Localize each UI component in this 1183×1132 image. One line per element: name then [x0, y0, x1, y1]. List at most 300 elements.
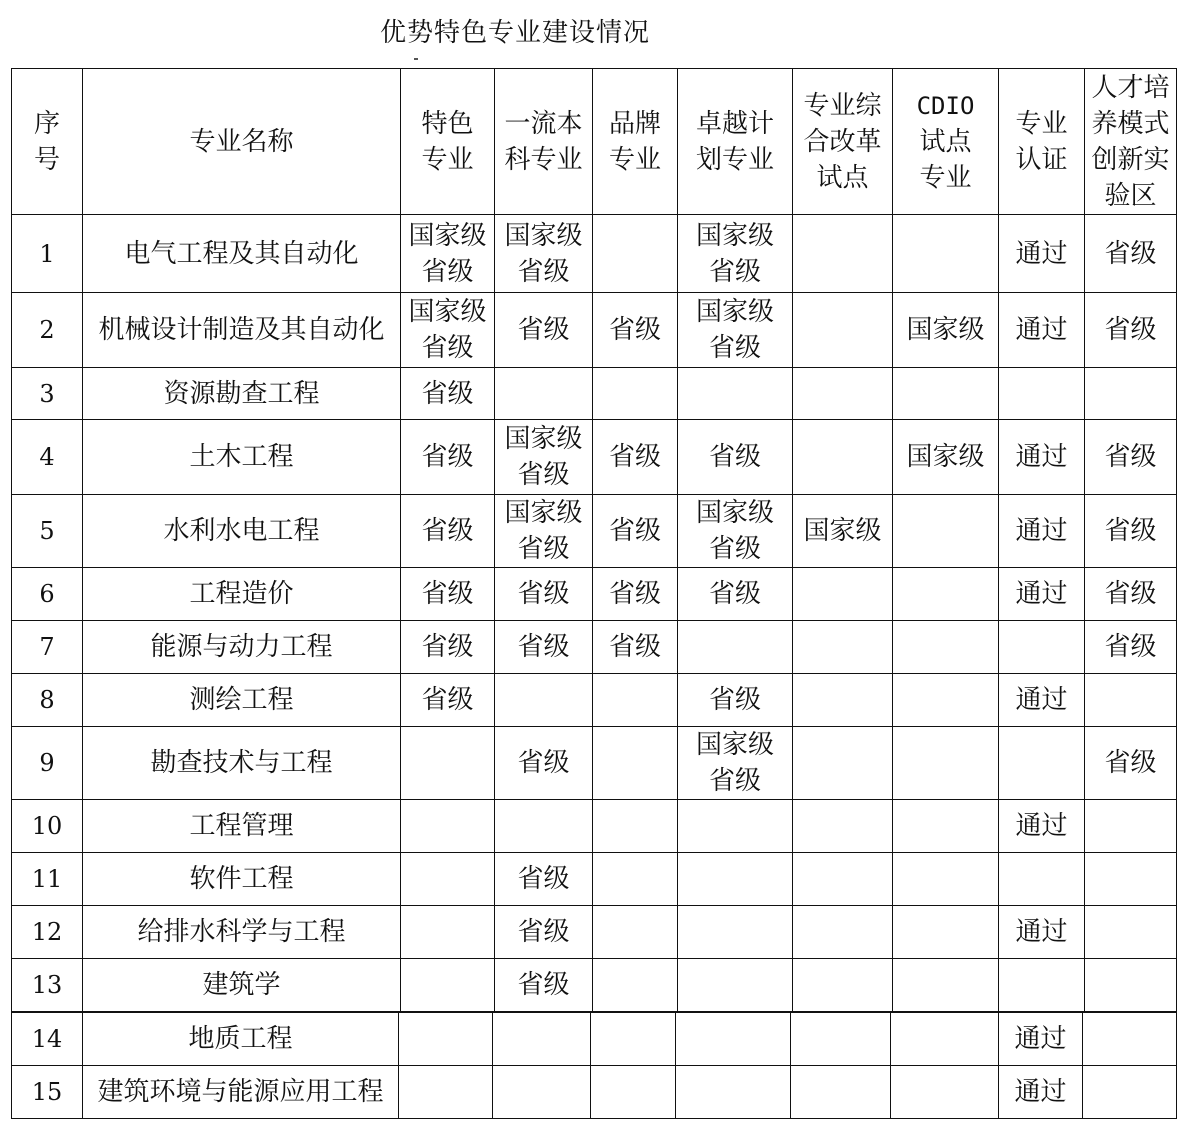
table-row	[12, 800, 1177, 853]
row-number: 7	[12, 621, 83, 674]
status-cell-0	[401, 368, 495, 420]
status-0-lines	[401, 682, 494, 718]
table-row	[12, 1066, 1177, 1119]
status-6-line-0: 通过	[1015, 516, 1068, 546]
header-cell-7	[893, 69, 999, 215]
header-8-lines	[999, 106, 1084, 178]
status-cell-7	[1085, 959, 1177, 1012]
status-cell-7	[1085, 495, 1177, 568]
status-cell-6	[999, 621, 1085, 674]
header-6-line-1: 合改革	[803, 126, 882, 157]
header-9-line-1: 养模式	[1091, 108, 1170, 139]
status-cell-7	[1085, 727, 1177, 800]
status-0-lines	[401, 294, 494, 366]
status-cell-3	[678, 420, 793, 495]
table-row	[12, 420, 1177, 495]
status-7-line-0: 省级	[1104, 442, 1157, 472]
status-0-line-0: 省级	[421, 685, 474, 715]
status-4-lines	[793, 513, 892, 549]
status-cell-1	[493, 1066, 591, 1119]
row-number: 11	[12, 853, 83, 906]
header-5-line-0: 卓越计	[695, 108, 774, 139]
header-7-line-0: CDIO	[916, 91, 975, 120]
status-3-line-0: 国家级	[695, 297, 774, 327]
status-cell-3	[678, 621, 793, 674]
table-row	[12, 293, 1177, 368]
header-4-lines	[593, 106, 677, 178]
status-cell-4	[793, 800, 893, 853]
status-cell-7	[1085, 674, 1177, 727]
status-cell-4	[793, 621, 893, 674]
status-6-line-0: 通过	[1015, 811, 1068, 841]
status-0-lines	[401, 376, 494, 412]
status-1-line-0: 国家级	[504, 498, 583, 528]
status-cell-2	[593, 420, 678, 495]
header-5-lines	[678, 106, 792, 178]
page-title: 优势特色专业建设情况	[380, 18, 651, 48]
status-cell-5	[893, 420, 999, 495]
status-cell-0	[399, 1013, 493, 1066]
status-cell-0	[401, 621, 495, 674]
header-7-line-2: 专业	[919, 162, 972, 193]
table-row	[12, 621, 1177, 674]
major-name: 勘查技术与工程	[83, 727, 401, 800]
status-cell-3	[678, 215, 793, 293]
status-6-line-0: 通过	[1014, 1077, 1067, 1107]
row-number: 4	[12, 420, 83, 495]
status-cell-6	[999, 1013, 1083, 1066]
status-0-lines	[401, 513, 494, 549]
header-4-line-0: 品牌	[608, 108, 661, 139]
status-0-line-0: 国家级	[408, 220, 487, 251]
table-row	[12, 727, 1177, 800]
header-9-line-0: 人才培	[1091, 72, 1170, 103]
status-cell-0	[401, 495, 495, 568]
status-cell-5	[893, 674, 999, 727]
status-7-line-0: 省级	[1104, 516, 1157, 546]
status-cell-3	[678, 568, 793, 621]
status-6-lines	[999, 914, 1084, 950]
status-cell-3	[678, 674, 793, 727]
status-cell-7	[1085, 293, 1177, 368]
major-name: 工程管理	[83, 800, 401, 853]
header-7-lines	[893, 88, 998, 196]
status-cell-4	[793, 495, 893, 568]
status-7-lines	[1085, 513, 1176, 549]
status-cell-3	[676, 1066, 791, 1119]
status-cell-0	[401, 420, 495, 495]
status-cell-1	[495, 495, 593, 568]
row-number: 13	[12, 959, 83, 1012]
status-cell-0	[401, 959, 495, 1012]
status-cell-6	[999, 727, 1085, 800]
status-0-line-0: 省级	[421, 442, 474, 472]
row-number: 6	[12, 568, 83, 621]
table-row	[12, 674, 1177, 727]
status-1-line-0: 国家级	[504, 424, 583, 454]
row-number: 9	[12, 727, 83, 800]
header-cell-2	[401, 69, 495, 215]
status-cell-7	[1085, 568, 1177, 621]
status-cell-0	[401, 293, 495, 368]
status-cell-2	[591, 1013, 676, 1066]
status-7-line-0: 省级	[1104, 748, 1157, 778]
status-cell-4	[793, 568, 893, 621]
status-6-lines	[999, 439, 1084, 475]
status-1-lines	[495, 745, 592, 781]
header-cell-0	[12, 69, 83, 215]
status-cell-1	[495, 727, 593, 800]
status-cell-7	[1085, 906, 1177, 959]
status-cell-1	[495, 674, 593, 727]
status-cell-6	[999, 495, 1085, 568]
status-cell-5	[893, 293, 999, 368]
status-cell-1	[493, 1013, 591, 1066]
status-5-lines	[893, 312, 998, 348]
status-3-line-1: 省级	[708, 256, 761, 287]
major-name: 能源与动力工程	[83, 621, 401, 674]
status-1-lines	[495, 914, 592, 950]
status-cell-6	[999, 674, 1085, 727]
status-cell-5	[893, 959, 999, 1012]
status-cell-4	[793, 959, 893, 1012]
status-cell-3	[678, 800, 793, 853]
status-0-line-0: 国家级	[408, 297, 487, 327]
status-0-lines	[401, 439, 494, 475]
header-cell-4	[593, 69, 678, 215]
major-name: 建筑环境与能源应用工程	[83, 1066, 399, 1119]
status-cell-5	[893, 800, 999, 853]
header-cell-5	[678, 69, 793, 215]
status-cell-4	[793, 293, 893, 368]
status-0-lines	[401, 576, 494, 612]
header-2-line-0: 特色	[421, 108, 474, 139]
status-cell-6	[999, 215, 1085, 293]
status-cell-1	[495, 420, 593, 495]
status-3-line-0: 国家级	[695, 498, 774, 528]
status-1-lines	[495, 312, 592, 348]
status-3-lines	[678, 495, 792, 567]
header-1-line-0: 专业名称	[189, 126, 294, 157]
row-number: 15	[12, 1066, 83, 1119]
header-6-line-0: 专业综	[803, 90, 882, 121]
status-5-line-0: 国家级	[906, 442, 985, 472]
status-cell-2	[593, 215, 678, 293]
status-3-lines	[678, 218, 792, 290]
status-6-lines	[999, 682, 1084, 718]
status-cell-2	[593, 621, 678, 674]
status-1-line-0: 省级	[517, 315, 570, 345]
header-row	[12, 69, 1177, 215]
status-3-line-1: 省级	[708, 534, 761, 564]
status-cell-5	[893, 853, 999, 906]
status-cell-5	[893, 906, 999, 959]
status-6-lines	[999, 1021, 1082, 1057]
major-name: 软件工程	[83, 853, 401, 906]
status-cell-7	[1085, 621, 1177, 674]
status-cell-0	[401, 906, 495, 959]
major-name: 电气工程及其自动化	[83, 215, 401, 293]
status-1-lines	[495, 218, 592, 290]
status-1-line-0: 省级	[517, 748, 570, 778]
status-cell-3	[678, 727, 793, 800]
header-9-line-3: 验区	[1104, 180, 1157, 211]
status-7-line-0: 省级	[1104, 315, 1157, 345]
status-3-line-1: 省级	[708, 766, 761, 796]
status-7-lines	[1085, 629, 1176, 665]
header-9-lines	[1085, 70, 1176, 214]
status-1-line-0: 省级	[517, 970, 570, 1000]
status-2-lines	[593, 439, 677, 475]
status-3-lines	[678, 294, 792, 366]
header-6-line-2: 试点	[816, 162, 869, 193]
status-cell-4	[791, 1066, 891, 1119]
status-1-line-1: 省级	[517, 460, 570, 490]
status-5-line-0: 国家级	[906, 315, 985, 345]
status-cell-4	[793, 727, 893, 800]
major-name: 工程造价	[83, 568, 401, 621]
header-4-line-1: 专业	[608, 144, 661, 175]
status-cell-2	[593, 800, 678, 853]
header-8-line-1: 认证	[1015, 144, 1068, 175]
status-1-line-0: 省级	[517, 864, 570, 894]
status-6-lines	[999, 236, 1084, 272]
status-cell-3	[676, 1013, 791, 1066]
header-0-lines	[12, 106, 82, 178]
status-cell-5	[893, 368, 999, 420]
major-name: 地质工程	[83, 1013, 399, 1066]
status-7-line-0: 省级	[1104, 632, 1157, 662]
major-name: 建筑学	[83, 959, 401, 1012]
table-row	[12, 495, 1177, 568]
header-8-line-0: 专业	[1015, 108, 1068, 139]
status-cell-6	[999, 906, 1085, 959]
status-1-lines	[495, 861, 592, 897]
status-0-lines	[401, 629, 494, 665]
major-name: 测绘工程	[83, 674, 401, 727]
status-cell-2	[593, 674, 678, 727]
status-cell-0	[401, 800, 495, 853]
status-cell-0	[399, 1066, 493, 1119]
status-cell-4	[793, 674, 893, 727]
header-2-line-1: 专业	[421, 144, 474, 175]
status-cell-7	[1085, 800, 1177, 853]
status-6-lines	[999, 576, 1084, 612]
status-cell-7	[1085, 368, 1177, 420]
row-number: 14	[12, 1013, 83, 1066]
status-3-lines	[678, 727, 792, 799]
status-cell-0	[401, 568, 495, 621]
status-3-line-0: 省级	[708, 579, 761, 609]
status-cell-5	[893, 215, 999, 293]
status-cell-5	[893, 727, 999, 800]
status-cell-6	[999, 959, 1085, 1012]
status-0-line-0: 省级	[421, 632, 474, 662]
status-0-line-0: 省级	[421, 516, 474, 546]
major-name: 资源勘查工程	[83, 368, 401, 420]
status-cell-2	[593, 293, 678, 368]
specialty-table-continued	[11, 1012, 1177, 1119]
status-cell-1	[495, 853, 593, 906]
specialty-table	[11, 68, 1177, 1012]
status-6-line-0: 通过	[1015, 579, 1068, 609]
status-6-line-0: 通过	[1014, 1024, 1067, 1054]
status-cell-0	[401, 727, 495, 800]
status-cell-2	[593, 727, 678, 800]
status-cell-1	[495, 959, 593, 1012]
row-number: 8	[12, 674, 83, 727]
table-row	[12, 368, 1177, 420]
status-cell-2	[593, 495, 678, 568]
status-6-line-0: 通过	[1015, 685, 1068, 715]
status-cell-3	[678, 293, 793, 368]
status-cell-5	[893, 621, 999, 674]
status-cell-4	[791, 1013, 891, 1066]
status-cell-0	[401, 215, 495, 293]
status-1-line-0: 省级	[517, 632, 570, 662]
status-7-lines	[1085, 439, 1176, 475]
status-2-line-0: 省级	[608, 579, 661, 609]
row-number: 1	[12, 215, 83, 293]
status-6-line-0: 通过	[1015, 238, 1068, 269]
status-cell-2	[593, 959, 678, 1012]
header-5-line-1: 划专业	[695, 144, 774, 175]
status-2-line-0: 省级	[608, 315, 661, 345]
status-cell-6	[999, 293, 1085, 368]
status-2-line-0: 省级	[608, 632, 661, 662]
status-cell-1	[495, 568, 593, 621]
status-cell-0	[401, 674, 495, 727]
status-7-lines	[1085, 576, 1176, 612]
row-number: 5	[12, 495, 83, 568]
status-1-line-0: 省级	[517, 579, 570, 609]
status-2-line-0: 省级	[608, 442, 661, 472]
status-7-line-0: 省级	[1104, 238, 1157, 269]
major-name: 土木工程	[83, 420, 401, 495]
status-cell-2	[593, 906, 678, 959]
header-3-line-0: 一流本	[504, 108, 583, 139]
status-cell-4	[793, 906, 893, 959]
header-cell-6	[793, 69, 893, 215]
status-3-lines	[678, 682, 792, 718]
status-2-line-0: 省级	[608, 516, 661, 546]
status-7-lines	[1085, 745, 1176, 781]
table-row	[12, 215, 1177, 293]
status-2-lines	[593, 312, 677, 348]
status-2-lines	[593, 513, 677, 549]
table-row	[12, 853, 1177, 906]
status-cell-7	[1083, 1013, 1177, 1066]
status-cell-2	[593, 853, 678, 906]
status-6-line-0: 通过	[1015, 917, 1068, 947]
status-cell-1	[495, 293, 593, 368]
status-cell-7	[1085, 853, 1177, 906]
status-0-line-1: 省级	[421, 333, 474, 363]
status-0-line-0: 省级	[421, 378, 474, 409]
status-1-lines	[495, 495, 592, 567]
status-0-lines	[401, 218, 494, 290]
status-2-lines	[593, 576, 677, 612]
status-6-lines	[999, 808, 1084, 844]
status-5-lines	[893, 439, 998, 475]
row-number: 2	[12, 293, 83, 368]
status-cell-5	[893, 568, 999, 621]
header-9-line-2: 创新实	[1091, 144, 1170, 175]
status-cell-6	[999, 420, 1085, 495]
status-6-lines	[999, 1074, 1082, 1110]
header-6-lines	[793, 88, 892, 196]
status-cell-7	[1083, 1066, 1177, 1119]
status-1-lines	[495, 967, 592, 1003]
status-3-line-0: 国家级	[695, 730, 774, 760]
header-1-lines	[83, 124, 400, 160]
status-cell-6	[999, 568, 1085, 621]
header-cell-1	[83, 69, 401, 215]
status-6-line-0: 通过	[1015, 442, 1068, 472]
status-3-line-0: 省级	[708, 685, 761, 715]
status-3-line-0: 省级	[708, 442, 761, 472]
status-cell-0	[401, 853, 495, 906]
stray-mark	[414, 58, 418, 60]
major-name: 给排水科学与工程	[83, 906, 401, 959]
status-6-line-0: 通过	[1015, 315, 1068, 345]
row-number: 12	[12, 906, 83, 959]
status-cell-6	[999, 368, 1085, 420]
header-cell-8	[999, 69, 1085, 215]
status-cell-6	[999, 853, 1085, 906]
status-cell-3	[678, 906, 793, 959]
status-1-lines	[495, 576, 592, 612]
header-cell-9	[1085, 69, 1177, 215]
status-1-line-0: 省级	[517, 917, 570, 947]
status-3-lines	[678, 576, 792, 612]
status-cell-3	[678, 368, 793, 420]
table-row	[12, 959, 1177, 1012]
status-7-lines	[1085, 236, 1176, 272]
status-6-lines	[999, 312, 1084, 348]
table-row	[12, 568, 1177, 621]
status-cell-5	[891, 1013, 999, 1066]
status-6-lines	[999, 513, 1084, 549]
row-number: 3	[12, 368, 83, 420]
header-3-lines	[495, 106, 592, 178]
major-name: 机械设计制造及其自动化	[83, 293, 401, 368]
status-3-line-1: 省级	[708, 333, 761, 363]
header-0-line-1: 号	[33, 144, 60, 175]
major-name: 水利水电工程	[83, 495, 401, 568]
status-cell-6	[999, 1066, 1083, 1119]
status-7-line-0: 省级	[1104, 579, 1157, 609]
status-cell-6	[999, 800, 1085, 853]
status-cell-1	[495, 215, 593, 293]
status-cell-5	[893, 495, 999, 568]
status-3-lines	[678, 439, 792, 475]
status-cell-3	[678, 495, 793, 568]
status-cell-4	[793, 853, 893, 906]
status-cell-2	[593, 368, 678, 420]
status-cell-7	[1085, 420, 1177, 495]
status-0-line-1: 省级	[421, 256, 474, 287]
status-cell-3	[678, 853, 793, 906]
header-2-lines	[401, 106, 494, 178]
status-cell-1	[495, 800, 593, 853]
status-cell-1	[495, 906, 593, 959]
status-cell-2	[593, 568, 678, 621]
status-cell-1	[495, 368, 593, 420]
status-cell-5	[891, 1066, 999, 1119]
status-0-line-0: 省级	[421, 579, 474, 609]
header-cell-3	[495, 69, 593, 215]
